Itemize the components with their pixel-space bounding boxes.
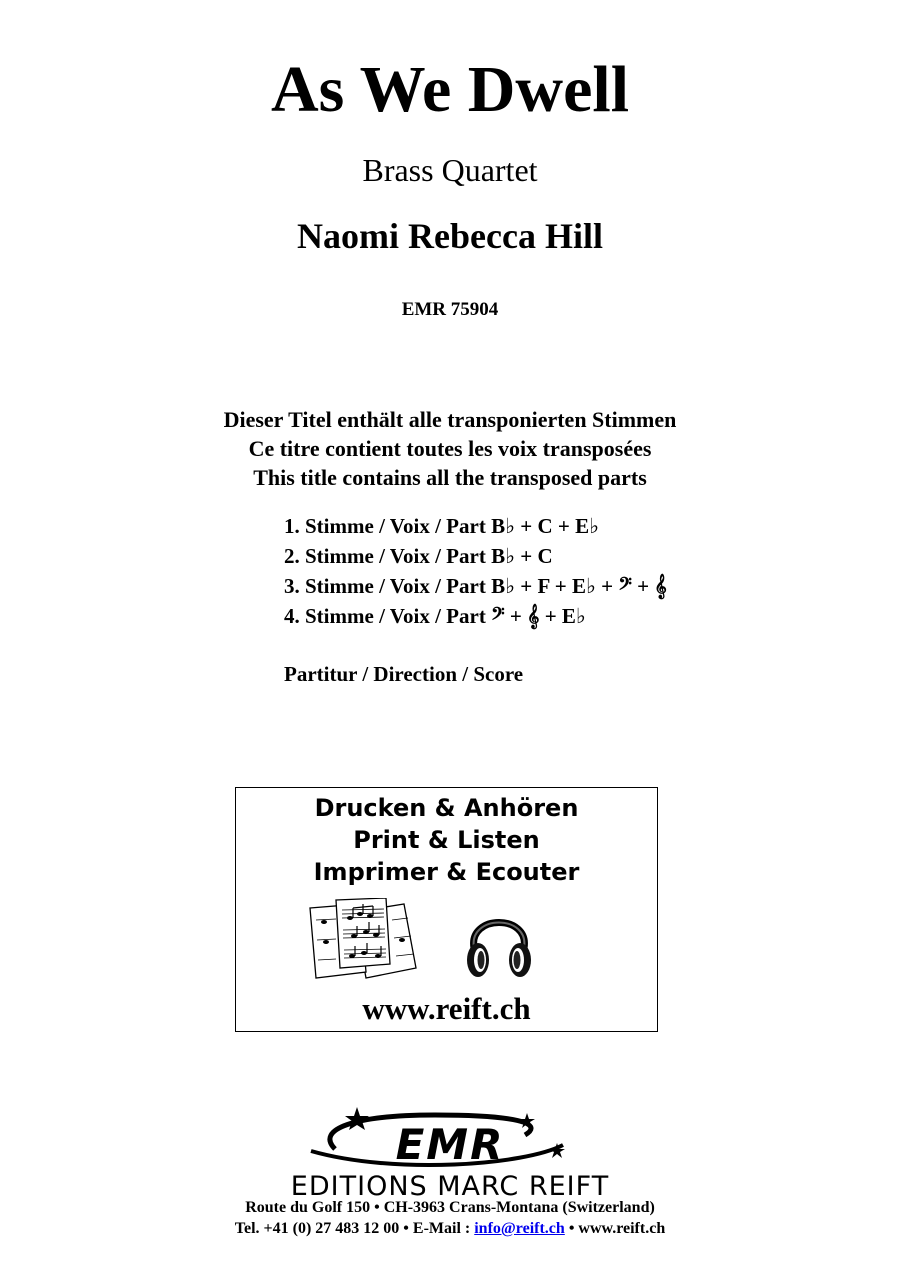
publisher-contact [0, 1197, 900, 1239]
part-item [284, 541, 667, 571]
notice-english: This title contains all the transposed parts [253, 465, 647, 490]
score-label: Partitur / Direction / Score [284, 662, 524, 686]
headphones-icon [464, 904, 534, 982]
transposition-notice [0, 405, 900, 492]
part-keys: 𝄢 + 𝄞 + E♭ [491, 604, 586, 628]
publisher-address: Route du Golf 150 • CH-3963 Crans-Montana (Switzerland) [245, 1199, 655, 1216]
promo-line-french: Imprimer & Ecouter [313, 858, 580, 886]
sheet-music-icon [308, 898, 420, 986]
parts-list [284, 511, 667, 631]
contact-phone: Tel. +41 (0) 27 483 12 00 • E-Mail : [234, 1220, 475, 1237]
part-label: 1. Stimme / Voix / Part [284, 514, 486, 538]
part-keys: B♭ + C [491, 544, 553, 568]
promo-icons [236, 898, 657, 988]
part-label: 4. Stimme / Voix / Part [284, 604, 486, 628]
promo-line-german: Drucken & Anhören [314, 794, 579, 822]
part-keys: B♭ + F + E♭ + 𝄢 + 𝄞 [491, 574, 667, 598]
notice-french: Ce titre contient toutes les voix transposées [248, 436, 652, 461]
print-listen-box [235, 787, 658, 1032]
part-keys: B♭ + C + E♭ [491, 514, 600, 538]
publisher-name: EDITIONS MARC REIFT [290, 1171, 610, 1201]
composer-name: Naomi Rebecca Hill [297, 216, 603, 256]
email-link[interactable]: info@reift.ch [474, 1220, 565, 1237]
emr-logo [245, 1105, 655, 1201]
logo-emr-text: EMR [395, 1120, 505, 1169]
notice-german: Dieser Titel enthält alle transponierten Stimmen [223, 407, 677, 432]
part-item [284, 571, 667, 601]
catalog-number: EMR 75904 [401, 299, 499, 320]
promo-website[interactable]: www.reift.ch [362, 991, 531, 1026]
contact-website[interactable]: • www.reift.ch [564, 1220, 666, 1237]
part-item [284, 601, 667, 631]
part-item [284, 511, 667, 541]
part-label: 2. Stimme / Voix / Part [284, 544, 486, 568]
part-label: 3. Stimme / Voix / Part [284, 574, 486, 598]
promo-text [236, 792, 657, 888]
piece-title: As We Dwell [270, 53, 630, 126]
contact-line [0, 1218, 900, 1239]
ensemble-subtitle: Brass Quartet [362, 152, 538, 188]
promo-line-english: Print & Listen [353, 826, 540, 854]
